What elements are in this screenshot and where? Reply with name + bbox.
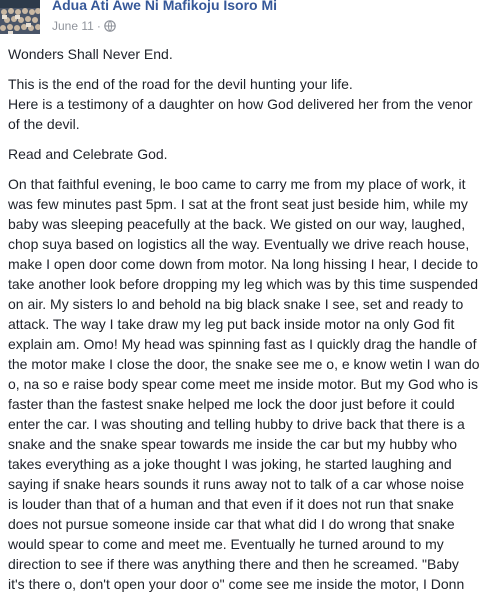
post-text-line: is louder than that of a human and that even if it does not run that snake: [8, 496, 454, 512]
post-text-line: on air. My sisters lo and behold na big black snake I see, set and ready to: [8, 296, 464, 312]
post-paragraph: [8, 174, 488, 594]
post-text-line: Here is a testimony of a daughter on how God delivered her from the venor: [8, 96, 473, 112]
post-text-line: take another look before dropping my leg which was by this time suspended: [8, 276, 479, 292]
post-text-line: Wonders Shall Never End.: [8, 46, 173, 62]
post-text-line: o, na so e raise body spear come meet me inside motor. But my God who is: [8, 376, 478, 392]
post-text-line: it's there o, don't open your door o" come see me inside the motor, I Donn: [8, 576, 465, 592]
post-paragraph: [8, 74, 488, 134]
post-text-line: was few minutes past 5pm. I sat at the front seat just beside him, while my: [8, 196, 468, 212]
post-text-line: This is the end of the road for the devil hunting your life.: [8, 76, 353, 92]
post-header: [0, 0, 492, 40]
post-text-line: snake and the snake spear towards me inside the car but my hubby who: [8, 436, 458, 452]
post-text-line: attack. The way I take draw my leg put back inside motor na only God fit: [8, 316, 455, 332]
post-text-line: explain am. Omo! My head was spinning fast as I quickly drag the handle of: [8, 336, 477, 352]
post-text-line: takes everything as a joke thought I was joking, he started laughing and: [8, 456, 452, 472]
post-text-line: the motor make I close the door, the snake see me o, e know wetin I wan do: [8, 356, 480, 372]
post-paragraph: [8, 144, 488, 164]
post-text-line: of the devil.: [8, 116, 80, 132]
post-text-line: does not pursue someone inside car that what did I do wrong that snake: [8, 516, 455, 532]
post-text-line: faster than the fastest snake helped me lock the door just before it could: [8, 396, 455, 412]
post-text-line: make I open door come down from motor. Na long hissing I hear, I decide to: [8, 256, 479, 272]
post-meta: [52, 19, 116, 35]
meta-separator: ·: [96, 19, 101, 33]
post-text-line: Read and Celebrate God.: [8, 146, 168, 162]
post-text-line: would spear to come and meet me. Eventually he turned around to my: [8, 536, 444, 552]
post-text-line: saying if snake hears sounds it runs away not to talk of a car whose noise: [8, 476, 465, 492]
post-text-line: enter the car. I was shouting and telling hubby to drive back that there is a: [8, 416, 465, 432]
post-paragraph: [8, 44, 488, 64]
post-text-line: On that faithful evening, le boo came to carry me from my place of work, it: [8, 176, 466, 192]
post-text-line: baby was sleeping peacefully at the back. We gisted on our way, laughed,: [8, 216, 466, 232]
author-name-link[interactable]: Adua Ati Awe Ni Mafikoju Isoro Mi: [52, 0, 278, 13]
globe-icon[interactable]: [104, 20, 116, 35]
avatar-crowd-image: [0, 0, 40, 34]
post-text-line: direction to see if there was anything there and then he screamed. "Baby: [8, 556, 459, 572]
profile-avatar[interactable]: [0, 0, 40, 34]
post-body: [8, 44, 488, 604]
post-text-line: chop suya based on logistics all the way. Eventually we drive reach house,: [8, 236, 470, 252]
post-date-link[interactable]: June 11: [52, 19, 94, 33]
